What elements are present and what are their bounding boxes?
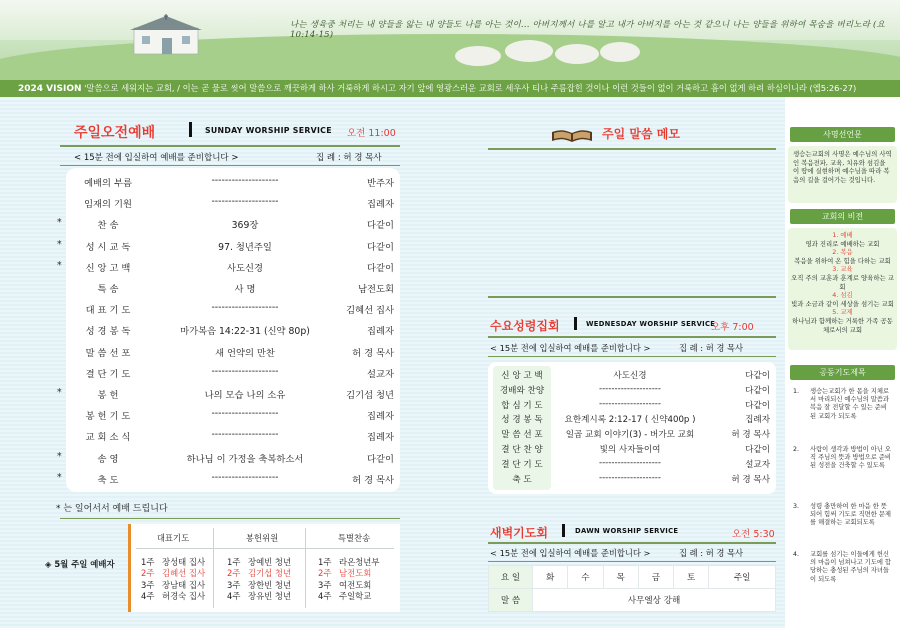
prayer-item bbox=[790, 446, 895, 498]
order-person: 다같이 bbox=[367, 262, 394, 274]
duty-name: 장예빈 청년 bbox=[248, 557, 292, 567]
order-content: 새 언약의 만찬 bbox=[215, 347, 275, 359]
header-banner bbox=[0, 0, 900, 80]
vision-item-text: 빛과 소금과 같이 세상을 섬기는 교회 bbox=[791, 299, 894, 308]
duty-column-header: 특별찬송 bbox=[337, 533, 371, 543]
wed-order-person: 허 경 목사 bbox=[731, 474, 770, 485]
order-label: 봉 헌 기 도 bbox=[85, 411, 131, 423]
title-divider bbox=[574, 317, 577, 330]
vision-item-text: 복음을 위하여 온 힘을 다하는 교회 bbox=[794, 256, 891, 265]
bible-icon bbox=[550, 128, 594, 144]
wed-order-label: 성 경 봉 독 bbox=[501, 415, 543, 426]
title-divider bbox=[562, 524, 565, 537]
order-person: 다같이 bbox=[367, 241, 394, 253]
order-content: -------------------- bbox=[211, 175, 279, 186]
order-content: 마가복음 14:22-31 (신약 80p) bbox=[180, 326, 310, 338]
order-content: 97. 청년주일 bbox=[218, 241, 272, 253]
dawn-schedule-table bbox=[488, 565, 776, 612]
wednesday-title-en: WEDNESDAY WORSHIP SERVICE bbox=[586, 320, 716, 328]
prayer-text: 성령 충만하여 한 마음 한 뜻 되어 힘써 기도로 직면한 문제를 해결하는 교회되도록 bbox=[810, 503, 891, 527]
wed-order-content: -------------------- bbox=[598, 383, 662, 394]
duty-week: 3주 bbox=[318, 579, 332, 590]
order-content: 하나님 이 가정을 축복하소서 bbox=[186, 453, 304, 465]
divider-line bbox=[488, 356, 776, 357]
wed-order-person: 다같이 bbox=[745, 371, 770, 381]
divider-line bbox=[60, 165, 400, 166]
order-person: 집례자 bbox=[367, 199, 394, 211]
prayer-item bbox=[790, 551, 895, 603]
wed-order-content: -------------------- bbox=[598, 457, 662, 468]
wednesday-leader: 집 례 : 허 경 목사 bbox=[679, 343, 744, 353]
order-person: 반주자 bbox=[367, 178, 394, 189]
mission-box bbox=[788, 146, 897, 203]
order-content: -------------------- bbox=[211, 429, 279, 441]
dawn-leader: 집 례 : 허 경 목사 bbox=[679, 548, 744, 558]
order-person: 남전도회 bbox=[358, 284, 394, 295]
order-label: 말 씀 선 포 bbox=[85, 347, 131, 359]
dawn-day: 수 bbox=[568, 566, 603, 589]
order-content: -------------------- bbox=[211, 408, 279, 420]
prayer-text: 사람이 생각과 방법이 아닌 오직 주님의 뜻과 방법으로 준비된 성전을 건축할 수 있도록 bbox=[810, 446, 891, 470]
vision-item-text: 하나님과 함께하는 거룩한 가족 공동체로서의 교회 bbox=[792, 316, 893, 334]
order-label: 성 시 교 독 bbox=[85, 241, 131, 253]
wed-order-content: -------------------- bbox=[598, 472, 662, 483]
order-label: 축 도 bbox=[97, 474, 119, 486]
vision-item-number: 3. 교육 bbox=[832, 265, 853, 274]
vision-item-number: 2. 복음 bbox=[832, 248, 853, 257]
order-content: 사 명 bbox=[234, 284, 256, 295]
prayer-item bbox=[790, 388, 895, 440]
wed-order-person: 다같이 bbox=[745, 445, 770, 455]
order-label: 송 영 bbox=[97, 453, 119, 465]
prayer-number: 4. bbox=[793, 551, 800, 558]
order-content: 나의 모습 나의 소유 bbox=[204, 390, 286, 401]
duty-week: 1주 bbox=[318, 557, 332, 567]
wed-order-label: 결 단 기 도 bbox=[501, 459, 543, 470]
sunday-time: 오전 11:00 bbox=[347, 128, 396, 139]
duty-column-header: 봉헌위원 bbox=[245, 533, 279, 543]
sunday-title-en: SUNDAY WORSHIP SERVICE bbox=[205, 126, 332, 135]
sunday-note: * 는 일어서서 예배 드립니다 bbox=[56, 504, 168, 514]
duty-name: 주일학교 bbox=[339, 591, 372, 602]
duty-week: 3주 bbox=[227, 579, 241, 590]
wednesday-title: 수요성령집회 bbox=[490, 319, 560, 333]
standing-mark: * bbox=[57, 471, 62, 483]
prayer-number: 3. bbox=[793, 503, 800, 510]
duty-name: 허경숙 집사 bbox=[162, 591, 206, 602]
vision-item-text: 오직 주의 교훈과 훈계로 양육하는 교회 bbox=[791, 273, 894, 291]
wed-order-label: 합 심 기 도 bbox=[501, 400, 543, 411]
wed-order-content: 빛의 사자들이여 bbox=[599, 445, 661, 455]
dawn-time: 오전 5:30 bbox=[732, 529, 775, 540]
order-person: 집례자 bbox=[367, 432, 394, 444]
prayer-heading: 공동기도제목 bbox=[790, 365, 895, 380]
dawn-day-label: 요 일 bbox=[489, 566, 533, 589]
wed-order-person: 다같이 bbox=[745, 400, 770, 411]
divider-line bbox=[488, 148, 776, 150]
wed-order-content: 요한계시록 2:12-17 ( 신약400p ) bbox=[564, 415, 696, 426]
dawn-word-label: 말 씀 bbox=[489, 589, 533, 612]
order-label: 성 경 봉 독 bbox=[85, 326, 131, 338]
divider-line bbox=[60, 145, 400, 147]
divider-line bbox=[488, 336, 776, 338]
order-label: 임재의 기원 bbox=[84, 199, 132, 211]
order-content: -------------------- bbox=[211, 471, 279, 483]
order-label: 찬 송 bbox=[97, 220, 119, 232]
order-person: 허 경 목사 bbox=[352, 474, 394, 486]
duty-week: 1주 bbox=[227, 557, 241, 567]
wed-order-label: 결 단 찬 양 bbox=[501, 445, 543, 455]
duty-name: 장성태 집사 bbox=[162, 557, 206, 567]
wednesday-time: 오후 7:00 bbox=[711, 322, 754, 333]
duty-week: 2주 bbox=[318, 568, 332, 579]
vision-item-number: 1. 예배 bbox=[832, 231, 853, 239]
church-illustration bbox=[128, 14, 204, 56]
order-label: 교 회 소 식 bbox=[85, 432, 131, 444]
vision-box bbox=[788, 228, 897, 350]
dawn-day: 토 bbox=[674, 566, 709, 589]
standing-mark: * bbox=[57, 238, 62, 250]
wed-order-label: 신 앙 고 백 bbox=[501, 371, 543, 381]
wed-order-content: 사도신경 bbox=[613, 371, 647, 381]
vision-year: 2024 VISION bbox=[18, 84, 82, 94]
duty-week: 4주 bbox=[227, 591, 241, 602]
dawn-day-row bbox=[489, 566, 776, 589]
sunday-title: 주일오전예배 bbox=[74, 125, 156, 141]
order-label: 봉 헌 bbox=[97, 390, 119, 401]
prayer-text: 생승는교회가 한 몸을 지체로서 마리되신 예수님의 말씀과 복음 잘 전달할 수 있는 준비된 교회가 되도록 bbox=[810, 388, 889, 420]
sunday-prep: < 15분 전에 입실하여 예배를 준비합니다 > bbox=[74, 153, 239, 163]
dawn-title-en: DAWN WORSHIP SERVICE bbox=[575, 527, 679, 535]
mission-text: 생승는교회의 사명은 예수님의 사역인 복음전파, 교육, 치유와 섬김을 이 땅에 실현하며 예수님을 따라 복음의 길을 걸어가는 것입니다. bbox=[793, 150, 892, 184]
wed-order-person: 다같이 bbox=[745, 385, 770, 396]
duty-week: 1주 bbox=[141, 557, 155, 567]
vision-text: '말씀으로 세워지는 교회, / 이는 곧 물로 씻어 말씀으로 깨끗하게 하사 거룩하게 하시고 자기 앞에 영광스러운 교회로 세우사 티나 주름잡힌 것이나 이런 것들이 없이 거룩하고 흠이 없게 하려 하심이니라 (엡5:26-27) bbox=[84, 83, 857, 93]
duty-name: 장한빈 청년 bbox=[248, 579, 292, 590]
vision-item-number: 5. 교제 bbox=[832, 308, 853, 317]
memo-title: 주일 말씀 메모 bbox=[602, 127, 680, 141]
dawn-word: 사무엘상 강해 bbox=[533, 589, 776, 612]
wed-order-label: 축 도 bbox=[512, 474, 532, 485]
dawn-title: 새벽기도회 bbox=[490, 526, 548, 540]
order-label: 대 표 기 도 bbox=[85, 305, 131, 317]
order-label: 예배의 부름 bbox=[84, 178, 132, 189]
vision-heading: 교회의 비전 bbox=[790, 209, 895, 224]
banner-verse: 나는 생육중 처리는 내 양들을 앓는 내 양들도 나를 아는 것이... 아버지께서 나를 알고 내가 아버지를 아는 것 같으니 나는 양들을 위하여 목숨을 버리노라 (요10:14-15) bbox=[290, 20, 885, 40]
order-person: 다같이 bbox=[367, 453, 394, 465]
mission-heading: 사명선언문 bbox=[790, 127, 895, 142]
order-content: -------------------- bbox=[211, 302, 279, 314]
divider-line bbox=[488, 561, 776, 562]
duty-name: 남전도회 bbox=[339, 568, 372, 579]
prayer-number: 1. bbox=[793, 388, 800, 395]
dawn-day: 주일 bbox=[709, 566, 776, 589]
prayer-text: 교회를 섬기는 이들에게 헌신의 마음이 넘쳐나고 기도에 합당하는 충성된 주님의 자녀들이 되도록 bbox=[810, 551, 891, 583]
duty-label: ◈ 5월 주일 예배자 bbox=[45, 559, 115, 569]
wed-order-person: 허 경 목사 bbox=[731, 430, 770, 441]
standing-mark: * bbox=[57, 450, 62, 462]
vision-item-text: 영과 진리로 예배하는 교회 bbox=[805, 239, 880, 248]
order-label: 신 앙 고 백 bbox=[85, 262, 131, 274]
duty-name: 장유빈 청년 bbox=[248, 591, 292, 602]
duty-week: 4주 bbox=[318, 591, 332, 602]
dawn-day: 목 bbox=[603, 566, 638, 589]
divider-line bbox=[60, 518, 400, 519]
wednesday-prep: < 15분 전에 입실하여 예배를 준비합니다 > bbox=[490, 343, 651, 353]
wed-order-person: 집례자 bbox=[745, 415, 770, 426]
order-content: 369장 bbox=[231, 220, 259, 232]
divider-line bbox=[488, 542, 776, 544]
wed-order-person: 설교자 bbox=[745, 459, 770, 470]
duty-week: 2주 bbox=[227, 568, 241, 579]
duty-week: 3주 bbox=[141, 579, 155, 590]
duty-week: 2주 bbox=[141, 568, 155, 579]
wed-order-label: 말 씀 선 포 bbox=[501, 430, 543, 441]
duty-name: 라온청년부 bbox=[339, 557, 380, 567]
prayer-number: 2. bbox=[793, 446, 800, 453]
wed-order-content: -------------------- bbox=[598, 398, 662, 409]
wed-order-content: 일곱 교회 이야기(3) - 버가모 교회 bbox=[565, 430, 695, 441]
prayer-item bbox=[790, 503, 895, 555]
duty-column-header: 대표기도 bbox=[156, 533, 190, 543]
divider-line bbox=[488, 296, 776, 298]
order-person: 김혜선 집사 bbox=[346, 305, 394, 317]
order-person: 집례자 bbox=[367, 326, 394, 338]
duty-name: 장남태 집사 bbox=[162, 579, 206, 590]
dawn-prep: < 15분 전에 입실하여 예배를 준비합니다 > bbox=[490, 548, 651, 558]
order-label: 특 송 bbox=[97, 284, 119, 295]
sunday-leader: 집 례 : 허 경 목사 bbox=[316, 153, 382, 163]
standing-mark: * bbox=[57, 387, 62, 398]
order-person: 김기섭 청년 bbox=[346, 390, 394, 401]
dawn-day: 화 bbox=[533, 566, 568, 589]
vision-item-number: 4. 섬김 bbox=[832, 291, 853, 300]
order-person: 다같이 bbox=[367, 220, 394, 232]
order-label: 결 단 기 도 bbox=[85, 368, 131, 380]
vision-bar bbox=[0, 80, 900, 97]
duty-week: 4주 bbox=[141, 591, 155, 602]
title-divider bbox=[189, 122, 192, 137]
order-person: 설교자 bbox=[367, 368, 394, 380]
duty-name: 여전도회 bbox=[339, 579, 372, 590]
standing-mark: * bbox=[57, 259, 62, 271]
order-person: 집례자 bbox=[367, 411, 394, 423]
standing-mark: * bbox=[57, 217, 62, 229]
duty-name: 김혜선 집사 bbox=[162, 568, 206, 579]
order-content: -------------------- bbox=[211, 365, 279, 377]
order-content: -------------------- bbox=[211, 196, 279, 208]
dawn-word-row bbox=[489, 589, 776, 612]
order-person: 허 경 목사 bbox=[352, 347, 394, 359]
order-content: 사도신경 bbox=[227, 262, 263, 274]
vision-list bbox=[791, 231, 894, 334]
dawn-day: 금 bbox=[638, 566, 673, 589]
wed-order-label: 경배와 찬양 bbox=[499, 385, 545, 396]
duty-name: 김기섭 청년 bbox=[248, 568, 292, 579]
